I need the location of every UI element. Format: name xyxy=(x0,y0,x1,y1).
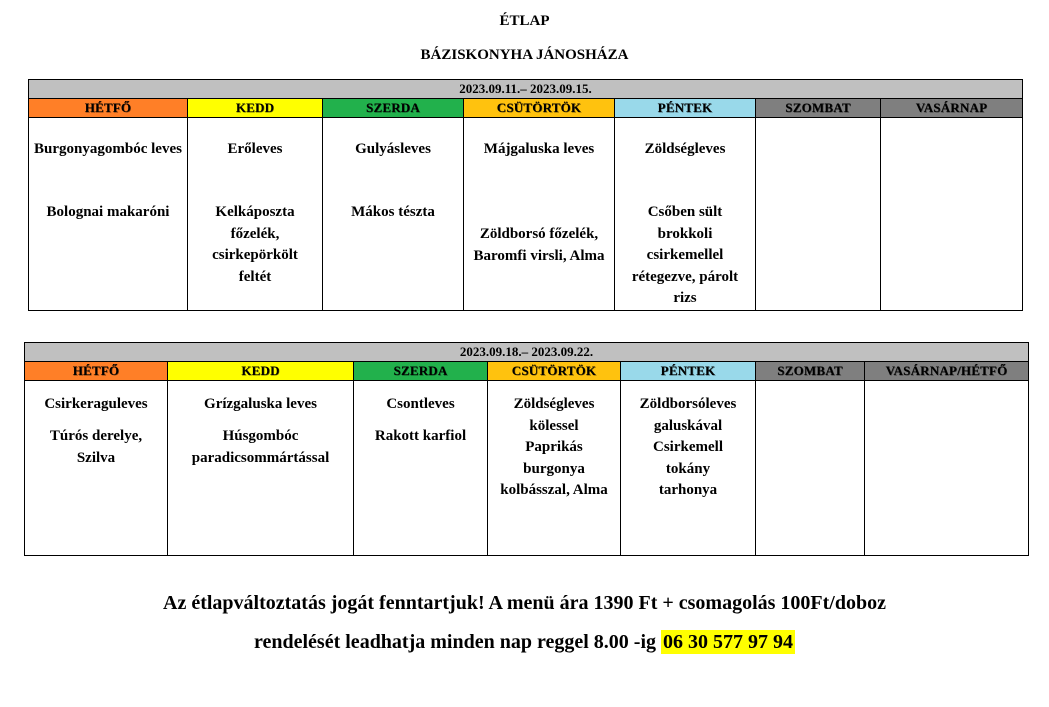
week-2-day-thursday: CSÜTÖRTÖK xyxy=(488,362,621,381)
week-1-sunday-menu xyxy=(881,118,1023,311)
week-2-tuesday-soup: Grízgaluska leves xyxy=(204,396,317,412)
kitchen-name: BÁZISKONYHA JÁNOSHÁZA xyxy=(420,47,629,63)
week-1-friday-main: Csőben sült brokkoli csirkemellel rétegezve, párolt rizs xyxy=(631,204,739,306)
week-1-day-wednesday: SZERDA xyxy=(323,99,464,118)
phone-number: 06 30 577 97 94 xyxy=(663,631,794,653)
week-2-monday-main: Túrós derelye, Szilva xyxy=(49,428,143,466)
week-2-saturday-menu xyxy=(756,381,865,556)
week-2-wednesday-menu xyxy=(354,381,488,556)
week-1-day-saturday: SZOMBAT xyxy=(756,99,881,118)
week-1-monday-main: Bolognai makaróni xyxy=(46,204,170,220)
week-1-wednesday-main: Mákos tészta xyxy=(351,204,435,220)
week-1-tuesday-soup: Erőleves xyxy=(227,141,283,157)
week-2-friday-main: Csirkemell tokány tarhonya xyxy=(653,439,723,498)
week-1-thursday-main: Zöldborsó főzelék, Baromfi virsli, Alma xyxy=(473,226,605,264)
order-notice-text: rendelését leadhatja minden nap reggel 8.00 -ig xyxy=(253,631,657,653)
week-1-thursday-soup: Májgaluska leves xyxy=(483,141,595,157)
week-2-day-tuesday: KEDD xyxy=(168,362,354,381)
week-1-date-range: 2023.09.11.– 2023.09.15. xyxy=(29,80,1023,99)
week-1-wednesday-menu xyxy=(323,118,464,311)
week-2-day-saturday: SZOMBAT xyxy=(756,362,865,381)
week-2-monday-soup: Csirkeraguleves xyxy=(44,396,148,412)
week-1-day-thursday: CSÜTÖRTÖK xyxy=(464,99,615,118)
order-notice xyxy=(0,631,1049,654)
week-1-thursday-menu xyxy=(464,118,615,311)
week-2-day-friday: PÉNTEK xyxy=(621,362,756,381)
week-1-monday-soup: Burgonyagombóc leves xyxy=(34,141,182,157)
week-2-tuesday-main: Húsgombóc paradicsommártással xyxy=(191,428,330,466)
week-1-day-friday: PÉNTEK xyxy=(615,99,756,118)
week-2-friday-soup: Zöldborsóleves galuskával xyxy=(639,396,737,434)
week-1-monday-menu xyxy=(29,118,188,311)
week-2-menu-table xyxy=(24,342,1029,556)
week-2-thursday-soup: Zöldségleves kölessel xyxy=(513,396,595,434)
week-1-menu-table xyxy=(28,79,1023,311)
week-2-sunday-monday-menu xyxy=(865,381,1029,556)
week-1-friday-soup: Zöldségleves xyxy=(644,141,726,157)
week-2-date-range: 2023.09.18.– 2023.09.22. xyxy=(25,343,1029,362)
page-title: ÉTLAP xyxy=(499,13,550,29)
week-2-monday-menu xyxy=(25,381,168,556)
week-2-day-sunday-monday: VASÁRNAP/HÉTFŐ xyxy=(865,362,1029,381)
week-1-saturday-menu xyxy=(756,118,881,311)
week-1-tuesday-menu xyxy=(188,118,323,311)
week-2-thursday-main: Paprikás burgonya kolbásszal, Alma xyxy=(500,439,608,498)
week-2-day-monday: HÉTFŐ xyxy=(25,362,168,381)
week-2-thursday-menu xyxy=(488,381,621,556)
week-2-tuesday-menu xyxy=(168,381,354,556)
week-2-friday-menu xyxy=(621,381,756,556)
week-2-wednesday-soup: Csontleves xyxy=(386,396,455,412)
week-2-wednesday-main: Rakott karfiol xyxy=(374,428,467,444)
week-1-day-tuesday: KEDD xyxy=(188,99,323,118)
week-2-day-wednesday: SZERDA xyxy=(354,362,488,381)
week-1-tuesday-main: Kelkáposzta főzelék, csirkepörkölt feltét xyxy=(212,204,298,285)
price-notice: Az étlapváltoztatás jogát fenntartjuk! A menü ára 1390 Ft + csomagolás 100Ft/doboz xyxy=(163,592,886,614)
week-1-day-sunday: VASÁRNAP xyxy=(881,99,1023,118)
week-1-wednesday-soup: Gulyásleves xyxy=(355,141,431,157)
week-1-day-monday: HÉTFŐ xyxy=(29,99,188,118)
week-1-friday-menu xyxy=(615,118,756,311)
